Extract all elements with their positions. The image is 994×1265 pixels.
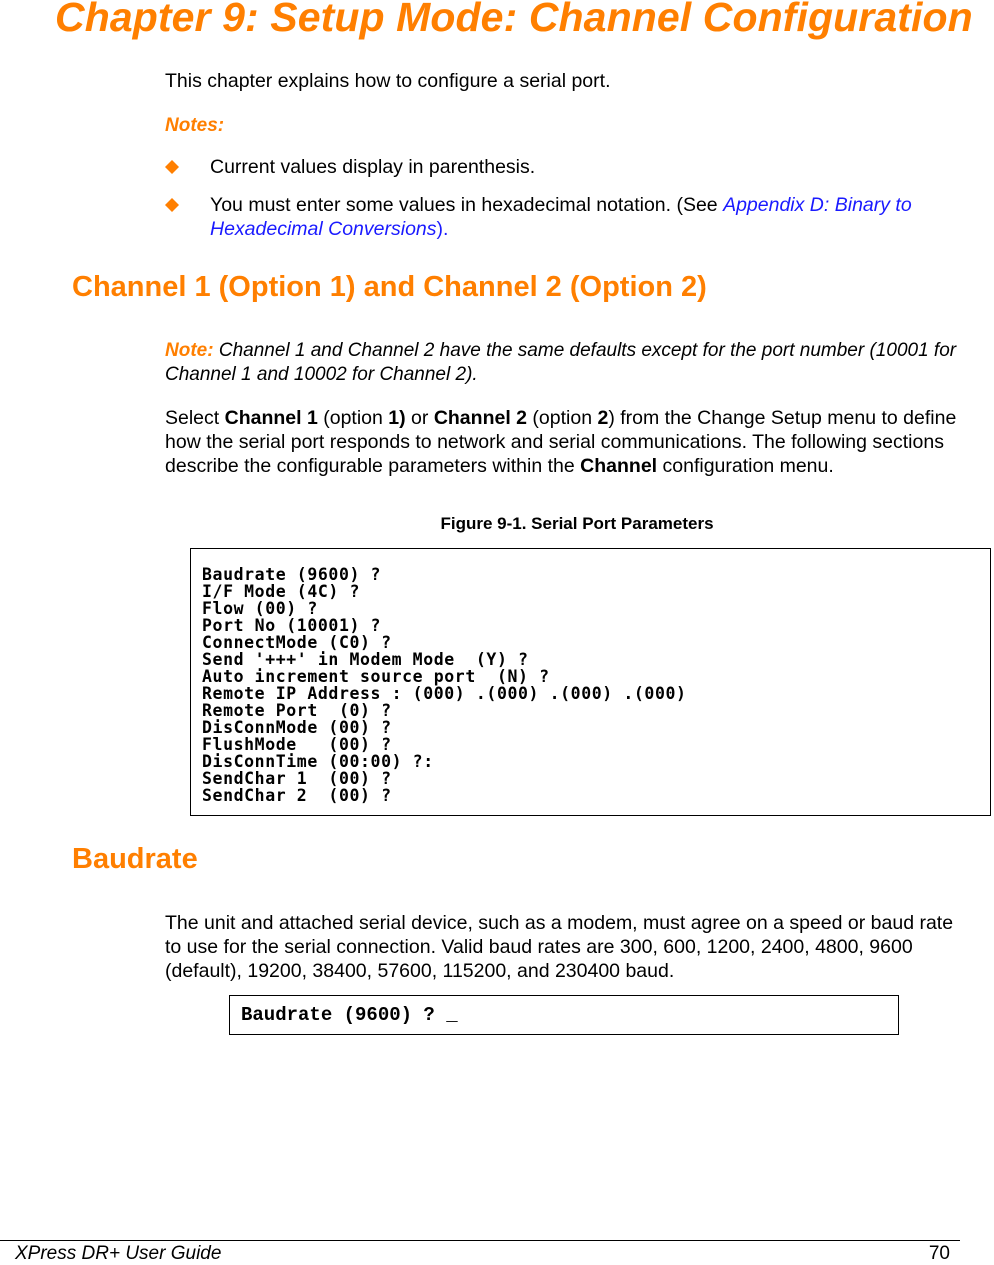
- chapter-title: Chapter 9: Setup Mode: Channel Configuration: [55, 0, 973, 40]
- terminal-line: DisConnTime (00:00) ?:: [202, 752, 434, 771]
- footer-page-number: 70: [928, 1243, 950, 1264]
- terminal-line: ConnectMode (C0) ?: [202, 633, 392, 652]
- channel-section-heading: Channel 1 (Option 1) and Channel 2 (Option 2): [72, 271, 707, 303]
- terminal-line: DisConnMode (00) ?: [202, 718, 392, 737]
- terminal-line: SendChar 2 (00) ?: [202, 786, 392, 805]
- terminal-line: FlushMode (00) ?: [202, 735, 392, 754]
- terminal-line: Remote IP Address : (000) .(000) .(000) .(000): [202, 684, 687, 703]
- baudrate-paragraph: The unit and attached serial device, such as a modem, must agree on a speed or baud rate to use for the serial connection. Valid baud rates are 300, 600, 1200, 2400, 4800, 9600 (default), 19200, 38400, 57600, 115200, and 230400 baud.: [165, 912, 954, 982]
- terminal-line: Auto increment source port (N) ?: [202, 667, 550, 686]
- diamond-bullet-icon: [165, 160, 179, 174]
- terminal-line: Remote Port (0) ?: [202, 701, 392, 720]
- intro-text: This chapter explains how to configure a serial port.: [165, 70, 611, 92]
- terminal-line: SendChar 1 (00) ?: [202, 769, 392, 788]
- baudrate-heading: Baudrate: [72, 843, 198, 875]
- notes-label: Notes:: [165, 115, 225, 136]
- figure-caption: Figure 9-1. Serial Port Parameters: [440, 514, 714, 533]
- terminal-line: Port No (10001) ?: [202, 616, 382, 635]
- terminal-line: Flow (00) ?: [202, 599, 318, 618]
- bullet-text-after: ).: [436, 218, 449, 240]
- footer-divider: [0, 1240, 960, 1241]
- channel-note: [165, 339, 965, 387]
- bullet-text: [210, 193, 970, 241]
- terminal-screenshot: [190, 548, 991, 816]
- appendix-d-link[interactable]: Appendix D: Binary to Hexadecimal Conversions: [210, 194, 912, 240]
- note-label: Note:: [165, 340, 214, 361]
- note-text: Channel 1 and Channel 2 have the same defaults except for the port number (10001 for Channel 1 and 10002 for Channel 2).: [165, 340, 957, 385]
- baudrate-code-box: [229, 995, 899, 1035]
- footer-guide-title: XPress DR+ User Guide: [15, 1243, 222, 1264]
- diamond-bullet-icon: [165, 198, 179, 212]
- terminal-line: I/F Mode (4C) ?: [202, 582, 361, 601]
- terminal-line: Send '+++' in Modem Mode (Y) ?: [202, 650, 529, 669]
- terminal-line: Baudrate (9600) ?: [202, 565, 382, 584]
- terminal-lines: [202, 566, 687, 804]
- bullet-text-before: You must enter some values in hexadecimal notation. (See: [210, 194, 724, 216]
- baudrate-code: Baudrate (9600) ? _: [241, 1004, 458, 1026]
- channel-paragraph: Select Channel 1 (option 1) or Channel 2 (option 2) from the Change Setup menu to define how the serial port responds to network and serial communications. The following sections describe the configurable parameters within the Channel configuration menu.: [165, 407, 957, 477]
- bullet-text: Current values display in parenthesis.: [210, 156, 536, 178]
